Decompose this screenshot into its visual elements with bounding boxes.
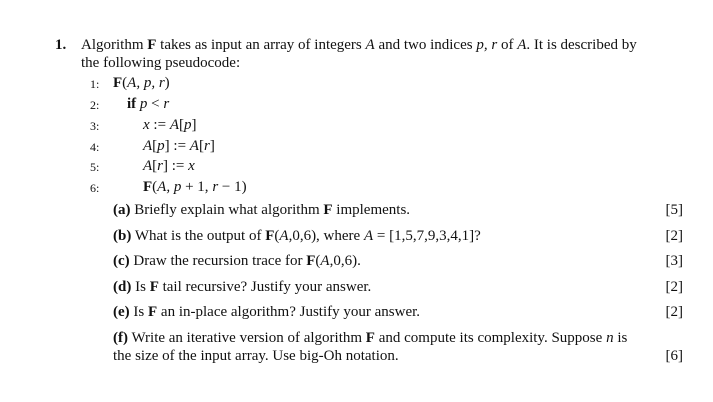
marks-e: [2] [665, 304, 683, 320]
line-number: 4: [90, 140, 100, 154]
line-number: 2: [90, 98, 100, 112]
algorithm-name: F [147, 37, 157, 53]
part-a: (a) Briefly explain what algorithm F implements. [113, 202, 411, 218]
intro-text: and two indices [374, 37, 477, 53]
marks-c: [3] [665, 253, 683, 269]
part-f-line1: (f) Write an iterative version of algorithm F and compute its complexity. Suppose n is [113, 330, 628, 346]
part-c: (c) Draw the recursion trace for F(A,0,6). [113, 253, 361, 269]
line-number: 6: [90, 181, 100, 195]
array-symbol: A [517, 37, 527, 53]
line-number: 3: [90, 119, 100, 133]
marks-b: [2] [665, 228, 683, 244]
pseudocode-line: A[r] := x [143, 158, 195, 174]
pseudocode-line: x := A[p] [143, 117, 197, 133]
marks-a: [5] [665, 202, 683, 218]
question-intro-line2: the following pseudocode: [81, 55, 241, 71]
line-number: 5: [90, 160, 100, 174]
part-e: (e) Is F an in-place algorithm? Justify your answer. [113, 304, 421, 320]
intro-text: takes as input an array of integers [156, 37, 366, 53]
intro-text: of [497, 37, 518, 53]
pseudocode-line: A[p] := A[r] [143, 138, 215, 154]
pseudocode-line: F(A, p, r) [113, 75, 170, 91]
pseudocode-line: if p < r [127, 96, 170, 112]
pseudocode-line: F(A, p + 1, r − 1) [143, 179, 247, 195]
marks-d: [2] [665, 279, 683, 295]
part-b: (b) What is the output of F(A,0,6), where A = [1,5,7,9,3,4,1]? [113, 228, 481, 244]
question-intro-line1 [81, 37, 637, 54]
intro-text: Algorithm [81, 37, 148, 53]
part-d: (d) Is F tail recursive? Justify your answer. [113, 279, 372, 295]
question-number: 1. [55, 37, 67, 53]
intro-text: . It is described by [526, 37, 637, 53]
array-symbol: A [365, 37, 375, 53]
line-number: 1: [90, 77, 100, 91]
index-symbols: p, r [476, 37, 498, 53]
part-f-line2: the size of the input array. Use big-Oh notation. [113, 348, 399, 364]
marks-f: [6] [665, 348, 683, 364]
